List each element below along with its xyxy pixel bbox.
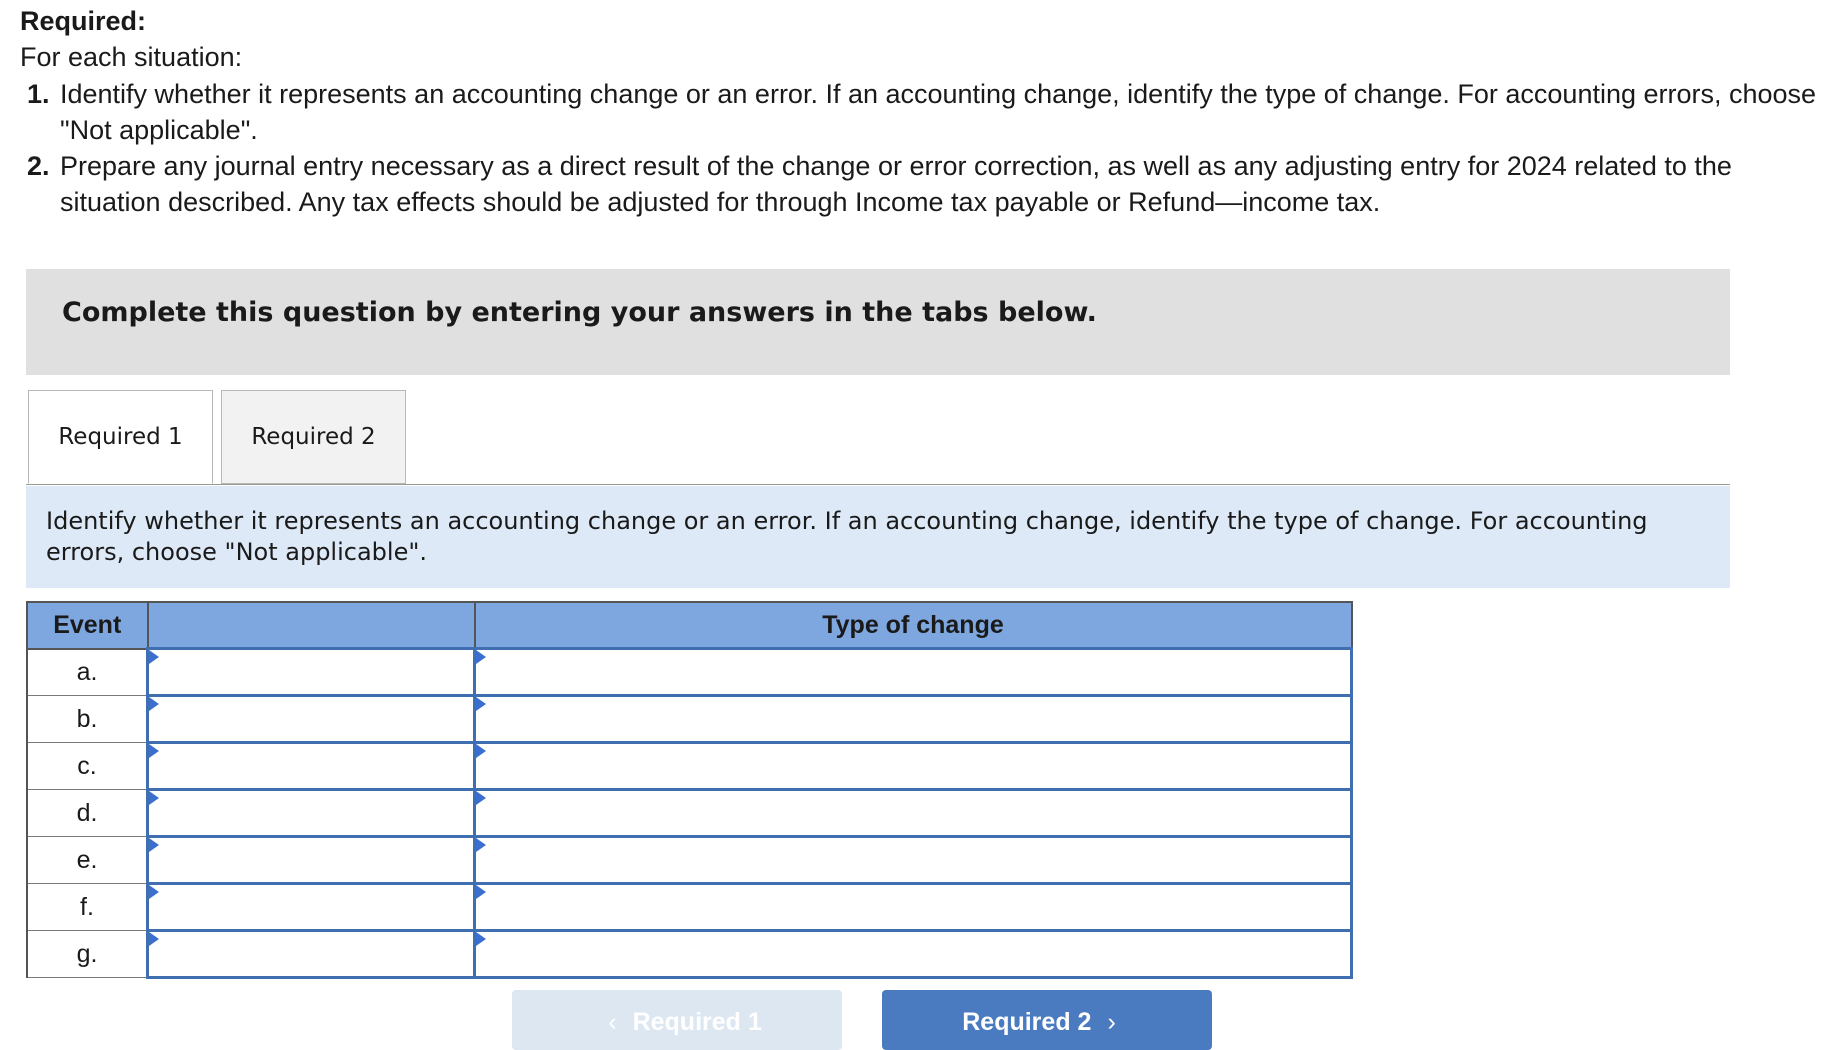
dropdown-marker-icon [476,697,486,711]
type-of-change-select[interactable] [475,649,1352,696]
chevron-left-icon: ‹ [608,1008,617,1036]
event-label: f. [27,884,148,931]
next-button[interactable] [882,990,1212,1050]
dropdown-marker-icon [476,791,486,805]
event-label: c. [27,743,148,790]
requirements-list [20,76,1820,220]
answer-select-cell[interactable] [148,837,475,884]
type-of-change-select[interactable] [475,931,1352,978]
answer-table [26,601,1353,979]
type-of-change-select[interactable] [475,837,1352,884]
table-row [27,884,1352,931]
tab-required-2[interactable]: Required 2 [221,390,406,484]
event-label: b. [27,696,148,743]
table-row [27,743,1352,790]
dropdown-marker-icon [476,932,486,946]
requirement-number: 2. [27,151,50,181]
previous-button-label: Required 1 [632,1008,762,1036]
requirement-text: Identify whether it represents an accounting change or an error. If an accounting change, identify the type of change. For accounting errors, choose "Not applicable". [60,79,1817,145]
type-of-change-select[interactable] [475,884,1352,931]
dropdown-marker-icon [149,791,159,805]
dropdown-marker-icon [149,838,159,852]
dropdown-marker-icon [149,885,159,899]
table-row [27,790,1352,837]
dropdown-marker-icon [149,744,159,758]
table-row [27,837,1352,884]
required-heading: Required: [20,6,147,36]
dropdown-marker-icon [149,932,159,946]
column-header-type-of-change: Type of change [475,602,1352,649]
instruction-panel [26,486,1730,588]
instructions-banner [26,269,1730,375]
type-of-change-select[interactable] [475,743,1352,790]
banner-text: Complete this question by entering your answers in the tabs below. [62,297,1097,328]
instruction-text: Identify whether it represents an accounting change or an error. If an accounting change, identify the type of change. For accounting errors, choose "Not applicable". [46,507,1648,566]
tab-required-1[interactable]: Required 1 [28,390,213,484]
column-header-event: Event [27,602,148,649]
dropdown-marker-icon [476,650,486,664]
intro-text: For each situation: [20,42,243,72]
answer-select-cell[interactable] [148,649,475,696]
event-label: g. [27,931,148,978]
event-label: d. [27,790,148,837]
type-of-change-select[interactable] [475,790,1352,837]
requirement-item-2 [20,148,1820,220]
event-label: a. [27,649,148,696]
answer-select-cell[interactable] [148,743,475,790]
tab-divider [26,484,1730,485]
requirement-number: 1. [27,79,50,109]
type-of-change-select[interactable] [475,696,1352,743]
table-header-row [27,602,1352,649]
table-row [27,649,1352,696]
table-row [27,696,1352,743]
event-label: e. [27,837,148,884]
chevron-right-icon: › [1107,1008,1116,1036]
dropdown-marker-icon [476,885,486,899]
answer-select-cell[interactable] [148,884,475,931]
requirement-text: Prepare any journal entry necessary as a direct result of the change or error correction, as well as any adjusting entry for 2024 related to the situation described. Any tax effects should be adjusted for through Income tax payable or Refund—income tax. [60,151,1732,217]
dropdown-marker-icon [476,744,486,758]
table-row [27,931,1352,978]
answer-select-cell[interactable] [148,696,475,743]
answer-select-cell[interactable] [148,790,475,837]
dropdown-marker-icon [476,838,486,852]
next-button-label: Required 2 [962,1008,1092,1036]
requirement-item-1 [20,76,1820,148]
answer-select-cell[interactable] [148,931,475,978]
dropdown-marker-icon [149,650,159,664]
column-header-blank [148,602,475,649]
dropdown-marker-icon [149,697,159,711]
previous-button[interactable] [512,990,842,1050]
